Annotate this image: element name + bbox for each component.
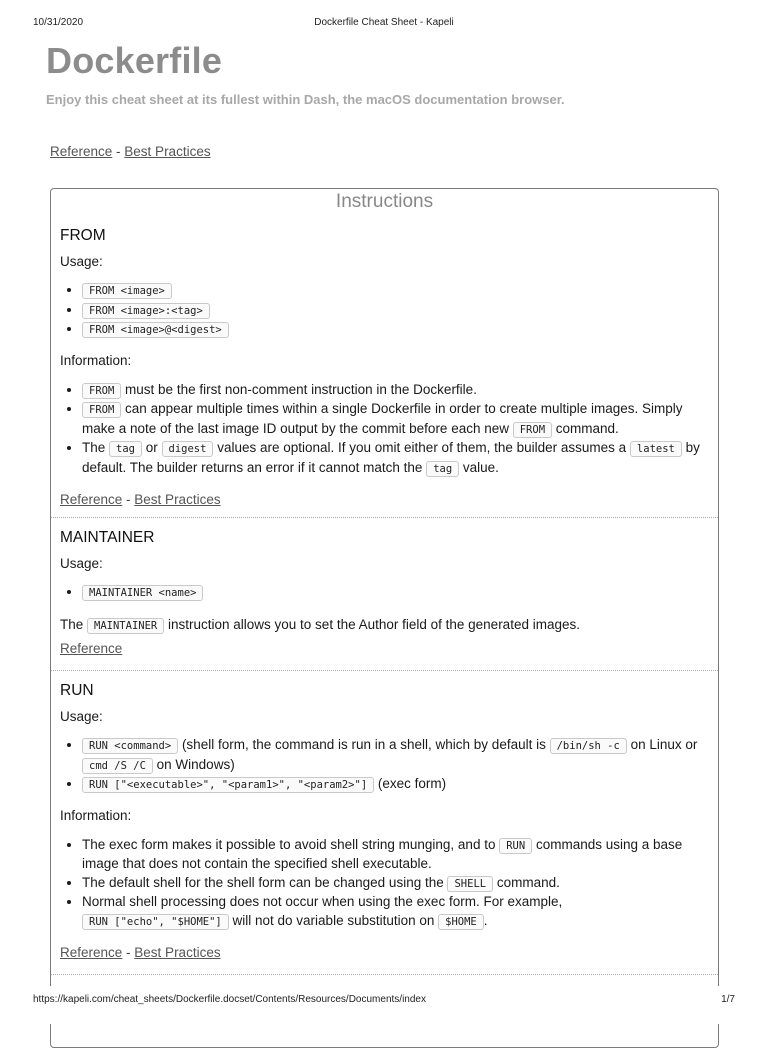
code-snippet: tag <box>426 461 459 477</box>
code-snippet: MAINTAINER <box>87 618 164 634</box>
info-text: can appear multiple times within a single Dockerfile in order to create multiple images. Simply make a note of the last image ID output by the commit before each new <box>82 401 683 436</box>
code-snippet: FROM <image> <box>82 283 172 299</box>
code-snippet: $HOME <box>438 914 484 930</box>
info-text: value. <box>459 459 499 475</box>
best-practices-link[interactable]: Best Practices <box>134 492 221 507</box>
card-title: Instructions <box>335 191 434 212</box>
info-label: Information: <box>60 807 132 823</box>
info-text: by default. The builder returns an error if it cannot match the <box>82 440 700 475</box>
section-from <box>51 227 718 507</box>
print-footer <box>33 994 735 1008</box>
print-date: 10/31/2020 <box>33 17 84 28</box>
info-text: must be the first non-comment instruction in the Dockerfile. <box>121 381 477 397</box>
code-snippet: FROM <box>82 383 121 399</box>
code-snippet: FROM <box>82 402 121 418</box>
code-snippet: latest <box>630 441 682 457</box>
list-item <box>82 583 709 603</box>
list-item <box>82 775 709 795</box>
list-item <box>82 301 709 321</box>
section-heading: MAINTAINER <box>60 529 155 546</box>
link-separator: - <box>122 945 135 960</box>
reference-link[interactable]: Reference <box>60 641 123 656</box>
link-separator: - <box>122 492 135 507</box>
section-divider <box>51 517 718 518</box>
section-maintainer <box>51 529 718 656</box>
code-snippet: FROM <box>513 422 552 438</box>
info-text: command. <box>552 420 619 436</box>
print-page-number: 1/7 <box>721 994 735 1005</box>
section-links <box>60 492 709 507</box>
list-item <box>82 320 709 340</box>
usage-label: Usage: <box>60 556 103 571</box>
info-text: The default shell for the shell form can be changed using the <box>82 874 448 890</box>
section-run <box>51 682 718 960</box>
info-text: values are optional. If you omit either of them, the builder assumes a <box>213 440 630 455</box>
code-snippet: cmd /S /C <box>82 758 153 774</box>
info-text: . <box>483 912 488 928</box>
info-text: on Linux or <box>626 737 698 752</box>
usage-label: Usage: <box>60 709 103 724</box>
code-snippet: RUN ["<executable>", "<param1>", "<param2>"] <box>82 777 374 793</box>
info-label: Information: <box>60 352 132 368</box>
info-text: on Windows) <box>152 756 235 772</box>
info-text: will not do variable substitution on <box>228 912 439 928</box>
code-snippet: SHELL <box>447 876 493 892</box>
section-divider <box>51 670 718 671</box>
top-links <box>50 144 211 159</box>
info-text: instruction allows you to set the Author field of the generated images. <box>164 616 580 632</box>
code-snippet: tag <box>109 441 142 457</box>
print-header <box>33 17 735 31</box>
section-links <box>60 641 709 656</box>
best-practices-link[interactable]: Best Practices <box>134 945 221 960</box>
info-text: commands using a base image that does not contain the specified shell executable. <box>82 836 683 871</box>
section-divider <box>51 974 718 975</box>
usage-list <box>60 281 709 340</box>
list-item <box>82 836 709 874</box>
info-text: command. <box>493 874 560 890</box>
instructions-card <box>50 188 719 1048</box>
print-url: https://kapeli.com/cheat_sheets/Dockerfile.docset/Contents/Resources/Documents/index <box>33 994 426 1005</box>
section-links <box>60 945 709 960</box>
code-snippet: MAINTAINER <name> <box>82 585 203 601</box>
usage-list <box>60 736 709 795</box>
info-list <box>60 381 709 479</box>
reference-link[interactable]: Reference <box>60 945 123 960</box>
reference-link[interactable]: Reference <box>60 492 123 507</box>
list-item <box>82 736 709 775</box>
info-text: The <box>60 616 88 632</box>
code-snippet: RUN ["echo", "$HOME"] <box>82 914 229 930</box>
info-text: (exec form) <box>374 776 447 791</box>
code-snippet: RUN <box>499 838 532 854</box>
list-item <box>82 893 709 931</box>
list-item <box>82 400 709 439</box>
section-heading: FROM <box>60 227 106 244</box>
info-text: (shell form, the command is run in a shell, which by default is <box>178 737 550 752</box>
list-item <box>82 874 709 894</box>
page-subtitle: Enjoy this cheat sheet at its fullest within Dash, the macOS documentation browser. <box>46 92 565 107</box>
info-text: The <box>82 440 110 455</box>
reference-link[interactable]: Reference <box>50 144 113 159</box>
info-text: Normal shell processing does not occur when using the exec form. For example, <box>82 894 563 909</box>
list-item <box>82 381 709 401</box>
list-item <box>82 281 709 301</box>
info-list <box>60 836 709 932</box>
best-practices-link[interactable]: Best Practices <box>124 144 211 159</box>
usage-list <box>60 583 709 603</box>
list-item <box>82 439 709 478</box>
section-heading: RUN <box>60 682 94 699</box>
code-snippet: /bin/sh -c <box>550 738 627 754</box>
link-separator: - <box>112 144 125 159</box>
print-page-title: Dockerfile Cheat Sheet - Kapeli <box>314 17 454 28</box>
code-snippet: FROM <image>:<tag> <box>82 303 210 319</box>
code-snippet: RUN <command> <box>82 738 178 754</box>
code-snippet: FROM <image>@<digest> <box>82 322 229 338</box>
code-snippet: digest <box>162 441 214 457</box>
info-text: The exec form makes it possible to avoid shell string munging, and to <box>82 836 500 852</box>
maintainer-description <box>60 616 709 636</box>
page-title: Dockerfile <box>46 40 223 81</box>
info-text: or <box>141 440 162 455</box>
usage-label: Usage: <box>60 254 103 269</box>
